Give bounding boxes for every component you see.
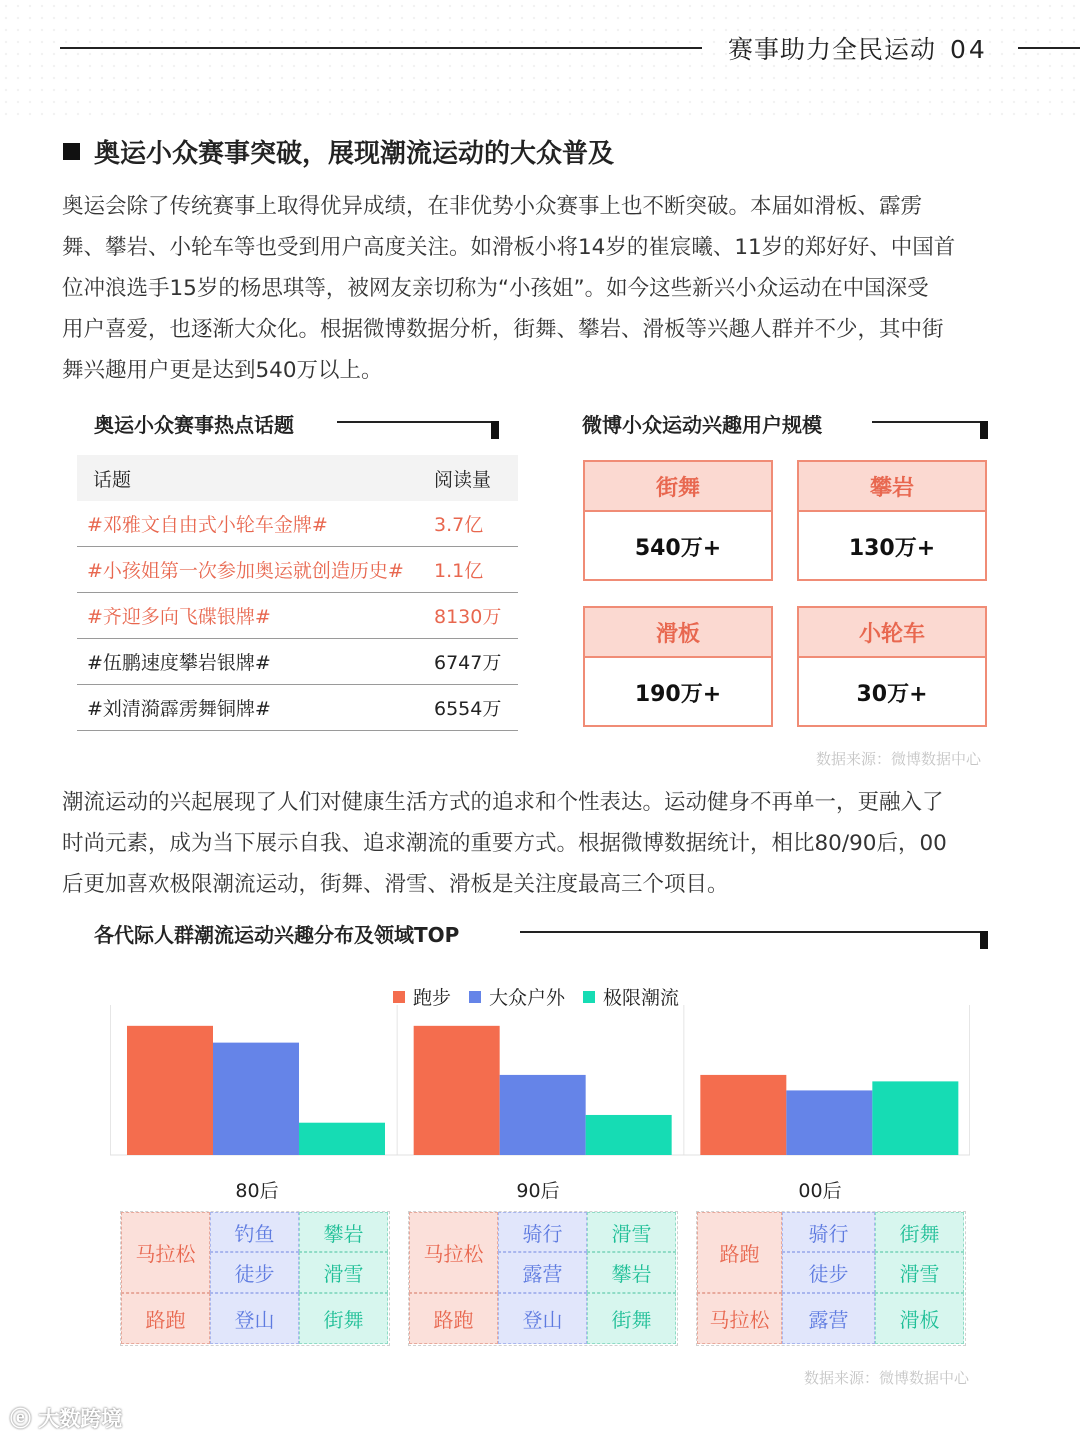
header-title (728, 30, 988, 66)
watermark-text: 大数跨境 (38, 1407, 123, 1431)
paragraph-line: 位冲浪选手15岁的杨思琪等，被网友亲切称为“小孩姐”。如今这些新兴小众运动在中国深受 (62, 276, 929, 301)
grid-cell-outdoor: 钓鱼 (210, 1212, 299, 1252)
grid-cell-run: 马拉松 (697, 1293, 782, 1344)
interest-card (583, 606, 773, 727)
x-tick-label: 90后 (516, 1180, 560, 1202)
card-name: 小轮车 (799, 608, 985, 658)
topic-cell: #小孩姐第一次参加奥运就创造历史# (87, 560, 404, 582)
legend-label: 极限潮流 (603, 987, 680, 1009)
corner-bracket-icon (491, 421, 499, 439)
grid-cell-outdoor: 登山 (498, 1293, 587, 1344)
grid-cell-extreme: 街舞 (299, 1293, 388, 1344)
bar-00后-跑步 (700, 1075, 786, 1155)
card-value: 190万+ (634, 682, 722, 707)
grid-cell-extreme: 滑雪 (587, 1212, 676, 1252)
card-name: 街舞 (585, 462, 771, 512)
paragraph-line: 舞兴趣用户更是达到540万以上。 (62, 358, 383, 383)
paragraph-line: 用户喜爱，也逐渐大众化。根据微博数据分析，街舞、攀岩、滑板等兴趣人群并不少，其中街 (62, 317, 944, 342)
table-row (77, 501, 518, 547)
header-title-text: 赛事助力全民运动 (728, 35, 937, 64)
column-header-topic: 话题 (93, 468, 132, 491)
grid-cell-outdoor: 徒步 (210, 1252, 299, 1293)
card-name: 攀岩 (799, 462, 985, 512)
grid-cell-extreme: 攀岩 (299, 1212, 388, 1252)
table-row (77, 593, 518, 639)
paragraph-line: 奥运会除了传统赛事上取得优异成绩，在非优势小众赛事上也不断突破。本届如滑板、霹雳 (62, 194, 923, 219)
interest-card (583, 460, 773, 581)
grid-cell-extreme: 攀岩 (587, 1252, 676, 1293)
header-rule-right (1018, 47, 1080, 49)
bar-80后-跑步 (127, 1026, 213, 1155)
column-header-reads: 阅读量 (434, 468, 492, 491)
bar-90后-跑步 (414, 1026, 500, 1155)
top-sports-grid-90s (408, 1211, 678, 1346)
card-value: 130万+ (848, 536, 936, 561)
reads-cell: 6747万 (434, 652, 502, 674)
grid-cell-run: 路跑 (409, 1293, 498, 1344)
generation-bar-chart (110, 1000, 970, 1160)
corner-bracket-icon (980, 421, 988, 439)
topics-title: 奥运小众赛事热点话题 (94, 413, 294, 437)
page-number: 04 (950, 35, 988, 64)
interest-title-rule (872, 421, 986, 423)
grid-cell-outdoor: 登山 (210, 1293, 299, 1344)
grid-cell-outdoor: 徒步 (782, 1252, 875, 1293)
grid-cell-extreme: 街舞 (875, 1212, 964, 1252)
grid-cell-run: 马拉松 (121, 1212, 210, 1293)
grid-cell-outdoor: 骑行 (782, 1212, 875, 1252)
topics-table (77, 455, 518, 731)
topic-cell: #邓雅文自由式小轮车金牌# (87, 514, 328, 536)
table-row (77, 547, 518, 593)
bar-90后-极限潮流 (586, 1115, 672, 1155)
card-value: 540万+ (634, 536, 722, 561)
grid-cell-extreme: 街舞 (587, 1293, 676, 1344)
intro-paragraph (62, 186, 1012, 391)
data-source-note: 数据来源：微博数据中心 (816, 750, 982, 768)
chart-title: 各代际人群潮流运动兴趣分布及领域TOP (94, 923, 460, 947)
top-sports-grid-00s (696, 1211, 966, 1346)
weibo-eye-icon: ⓔ (10, 1407, 39, 1431)
grid-cell-outdoor: 露营 (782, 1293, 875, 1344)
section-bullet-icon (63, 143, 80, 160)
chart-source-note: 数据来源：微博数据中心 (804, 1369, 970, 1387)
section-title: 奥运小众赛事突破，展现潮流运动的大众普及 (94, 139, 615, 169)
interest-card (797, 606, 987, 727)
paragraph-line: 潮流运动的兴起展现了人们对健康生活方式的追求和个性表达。运动健身不再单一，更融入了 (62, 790, 944, 815)
reads-cell: 1.1亿 (434, 560, 484, 582)
grid-cell-outdoor: 骑行 (498, 1212, 587, 1252)
x-tick-label: 80后 (235, 1180, 279, 1202)
topic-cell: #刘清漪霹雳舞铜牌# (87, 698, 271, 720)
legend-label: 大众户外 (489, 987, 566, 1009)
paragraph-line: 舞、攀岩、小轮车等也受到用户高度关注。如滑板小将14岁的崔宸曦、11岁的郑好好、中国首 (62, 235, 956, 260)
reads-cell: 8130万 (434, 606, 502, 628)
card-name: 滑板 (585, 608, 771, 658)
grid-cell-extreme: 滑雪 (875, 1252, 964, 1293)
table-row (77, 685, 518, 731)
bar-00后-大众户外 (786, 1090, 872, 1155)
corner-bracket-icon (980, 931, 988, 949)
bar-80后-大众户外 (213, 1043, 299, 1155)
paragraph-line: 时尚元素，成为当下展示自我、追求潮流的重要方式。根据微博数据统计，相比80/90后，00 (62, 831, 947, 856)
bar-80后-极限潮流 (299, 1123, 385, 1155)
topic-cell: #伍鹏速度攀岩银牌# (87, 652, 271, 674)
topics-title-rule (337, 421, 495, 423)
grid-cell-run: 路跑 (121, 1293, 210, 1344)
bar-00后-极限潮流 (872, 1081, 958, 1155)
table-header (77, 455, 518, 501)
grid-cell-extreme: 滑雪 (299, 1252, 388, 1293)
reads-cell: 3.7亿 (434, 514, 484, 536)
chart-title-rule (520, 931, 983, 933)
legend-label: 跑步 (413, 987, 452, 1009)
topic-cell: #齐迎多向飞碟银牌# (87, 606, 271, 628)
x-tick-label: 00后 (798, 1180, 842, 1202)
table-row (77, 639, 518, 685)
header-rule-left (60, 47, 702, 49)
reads-cell: 6554万 (434, 698, 502, 720)
interest-card (797, 460, 987, 581)
top-sports-grid-80s (120, 1211, 390, 1346)
grid-cell-outdoor: 露营 (498, 1252, 587, 1293)
card-value: 30万+ (856, 682, 928, 707)
paragraph-line: 后更加喜欢极限潮流运动，街舞、滑雪、滑板是关注度最高三个项目。 (62, 872, 729, 897)
grid-cell-run: 马拉松 (409, 1212, 498, 1293)
grid-cell-extreme: 滑板 (875, 1293, 964, 1344)
grid-cell-run: 路跑 (697, 1212, 782, 1293)
interest-title: 微博小众运动兴趣用户规模 (582, 413, 822, 437)
trend-paragraph (62, 782, 1012, 905)
watermark-logo (10, 1403, 122, 1433)
bar-90后-大众户外 (500, 1075, 586, 1155)
